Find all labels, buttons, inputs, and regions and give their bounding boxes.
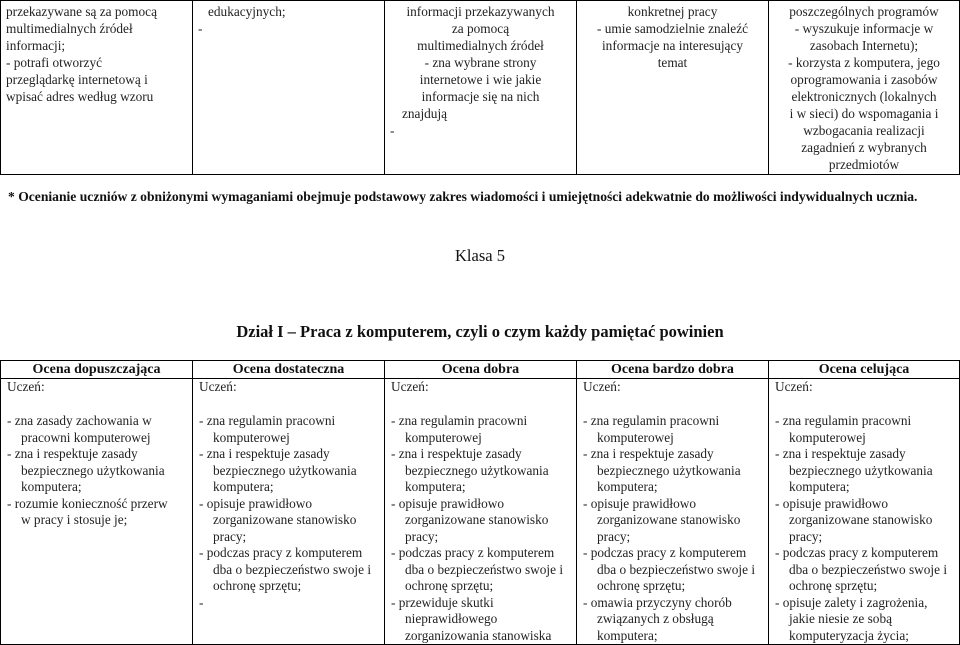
requirement-line: - podczas pracy z komputerem (583, 545, 747, 560)
requirement-line: ochronę sprzętu; (597, 578, 686, 593)
requirement-line: komputera; (21, 479, 82, 494)
requirement-line: - zna regulamin pracowni (583, 413, 720, 428)
student-label: Uczeń: (775, 379, 813, 394)
cell-line: - (198, 21, 203, 36)
student-label: Uczeń: (199, 379, 237, 394)
cell-line: multimedialnych źródeł (417, 38, 544, 53)
grade-header: Ocena dobra (385, 361, 577, 379)
requirement-line: dba o bezpieczeństwo swoje i (213, 561, 372, 577)
requirement-line: nieprawidłowego (405, 611, 498, 626)
requirement-line: bezpiecznego użytkowania (789, 462, 933, 478)
cell-line: - potrafi otworzyć (6, 55, 102, 70)
cell-line: zasobach Internetu); (809, 38, 919, 53)
requirement-line: - rozumie konieczność przerw (7, 495, 168, 511)
requirement-line: związanych z obsługą (597, 611, 714, 626)
student-label: Uczeń: (391, 379, 429, 394)
requirement-line: - zna zasady zachowania w (7, 413, 152, 428)
requirement-line: pracy; (789, 528, 823, 544)
cell-line: wzbogacania realizacji (803, 123, 925, 138)
requirement-line: komputera; (597, 479, 658, 494)
previous-requirements-table (0, 0, 960, 175)
requirement-line: ochronę sprzętu; (213, 578, 302, 593)
requirement-line: - przewiduje skutki (391, 594, 494, 610)
requirements-cell-4 (577, 1, 769, 175)
requirement-line: bezpiecznego użytkowania (597, 462, 741, 478)
requirement-line: pracowni komputerowej (21, 429, 151, 445)
requirement-line: - zna regulamin pracowni (199, 413, 336, 428)
requirement-line: - podczas pracy z komputerem (391, 545, 555, 560)
requirement-line: - zna i respektuje zasady (583, 446, 714, 461)
cell-line: elektronicznych (lokalnych (791, 89, 937, 104)
grade-header: Ocena dostateczna (193, 361, 385, 379)
requirement-line: pracy; (213, 528, 247, 544)
requirement-line: - zna i respektuje zasady (391, 446, 522, 461)
grade-cell-dostateczna (193, 379, 385, 645)
requirement-line: - zna i respektuje zasady (199, 446, 330, 461)
requirement-line: jakie niesie ze sobą (789, 611, 893, 626)
requirement-line: pracy; (597, 528, 631, 544)
requirement-line: - zna i respektuje zasady (775, 446, 906, 461)
requirement-line: zorganizowania stanowiska (405, 627, 552, 643)
grade-cell-dobra (385, 379, 577, 645)
footnote: * Ocenianie uczniów z obniżonymi wymaganiami obejmuje podstawowy zakres wiadomości i umiejętności adekwatnie do możliwości indywidualnych ucznia. (8, 189, 918, 204)
cell-line: temat (657, 55, 688, 70)
grade-cell-bardzo-dobra (577, 379, 769, 645)
requirement-line: bezpiecznego użytkowania (213, 462, 357, 478)
requirements-cell-5 (769, 1, 960, 175)
requirement-line: - podczas pracy z komputerem (775, 545, 939, 560)
requirements-cell-2 (193, 1, 385, 175)
cell-line: i w sieci) do wspomagania i (789, 106, 939, 121)
cell-line: internetowe i wie jakie (419, 72, 542, 87)
cell-line: multimedialnych źródeł (6, 21, 133, 36)
grades-content-row (1, 379, 960, 645)
requirement-line: - opisuje prawidłowo (583, 495, 697, 511)
student-label: Uczeń: (583, 379, 621, 394)
requirement-line: zorganizowane stanowisko (213, 512, 357, 527)
cell-line: konkretnej pracy (627, 4, 718, 19)
requirement-line: zorganizowane stanowisko (789, 512, 933, 527)
requirement-line: komputera; (789, 479, 850, 494)
cell-line: informacje na interesujący (601, 38, 744, 53)
requirements-cell-1 (1, 1, 193, 175)
requirement-line: zorganizowane stanowisko (405, 512, 549, 527)
requirement-line: bezpiecznego użytkowania (405, 462, 549, 478)
student-label: Uczeń: (7, 379, 45, 394)
table-row (1, 1, 960, 175)
cell-line: zagadnień z wybranych (801, 140, 927, 155)
requirement-line: - opisuje prawidłowo (775, 495, 889, 511)
cell-line: informacji przekazywanych (406, 4, 555, 19)
requirements-cell-3 (385, 1, 577, 175)
requirement-line: - podczas pracy z komputerem (199, 545, 363, 560)
requirement-line: komputerowej (405, 429, 482, 445)
requirement-line: - zna regulamin pracowni (391, 413, 528, 428)
grades-header-row (1, 361, 960, 379)
requirement-line: zorganizowane stanowisko (597, 512, 741, 527)
requirement-line: komputerowej (213, 429, 290, 445)
requirement-line: pracy; (405, 528, 439, 544)
grade-header: Ocena dopuszczająca (1, 361, 193, 379)
cell-line: oprogramowania i zasobów (790, 72, 938, 87)
class-heading: Klasa 5 (455, 246, 505, 265)
cell-line: - zna wybrane strony (424, 55, 537, 70)
cell-line: informacji; (6, 38, 66, 53)
section-heading: Dział I – Praca z komputerem, czyli o czym każdy pamiętać powinien (236, 322, 724, 341)
grades-table (0, 360, 960, 645)
requirement-line: komputeryzacja życia; (789, 627, 909, 643)
requirement-line: - (199, 594, 204, 610)
requirement-line: komputera; (597, 627, 658, 643)
grade-header: Ocena celująca (769, 361, 960, 379)
requirement-line: dba o bezpieczeństwo swoje i (597, 561, 756, 577)
cell-line: - korzysta z komputera, jego (788, 55, 940, 70)
cell-line: edukacyjnych; (208, 4, 286, 19)
requirement-line: - omawia przyczyny chorób (583, 594, 732, 610)
cell-line: przedmiotów (828, 157, 900, 172)
cell-line: znajdują (402, 106, 448, 121)
requirement-line: komputera; (405, 479, 466, 494)
requirement-line: dba o bezpieczeństwo swoje i (789, 561, 948, 577)
requirement-line: - opisuje zalety i zagrożenia, (775, 594, 928, 610)
requirement-line: - opisuje prawidłowo (199, 495, 313, 511)
cell-line: - wyszukuje informacje w (794, 21, 934, 36)
requirement-line: - zna i respektuje zasady (7, 446, 138, 461)
cell-line: informacje się na nich (421, 89, 540, 104)
grade-cell-celujaca (769, 379, 960, 645)
cell-line: przeglądarkę internetową i (6, 72, 148, 87)
cell-line: przekazywane są za pomocą (6, 4, 157, 19)
grade-header: Ocena bardzo dobra (577, 361, 769, 379)
grade-cell-dopuszczajaca (1, 379, 193, 645)
requirement-line: w pracy i stosuje je; (21, 512, 128, 527)
cell-line: - (390, 123, 395, 138)
requirement-line: bezpiecznego użytkowania (21, 462, 165, 478)
requirement-line: - opisuje prawidłowo (391, 495, 505, 511)
requirement-line: dba o bezpieczeństwo swoje i (405, 561, 564, 577)
requirement-line: komputerowej (597, 429, 674, 445)
requirement-line: ochronę sprzętu; (789, 578, 878, 593)
requirement-line: ochronę sprzętu; (405, 578, 494, 593)
cell-line: wpisać adres według wzoru (6, 89, 154, 104)
cell-line: - umie samodzielnie znaleźć (597, 21, 748, 36)
cell-line: za pomocą (451, 21, 510, 36)
requirement-line: komputera; (213, 479, 274, 494)
cell-line: poszczególnych programów (789, 4, 939, 19)
requirement-line: komputerowej (789, 429, 866, 445)
requirement-line: - zna regulamin pracowni (775, 413, 912, 428)
